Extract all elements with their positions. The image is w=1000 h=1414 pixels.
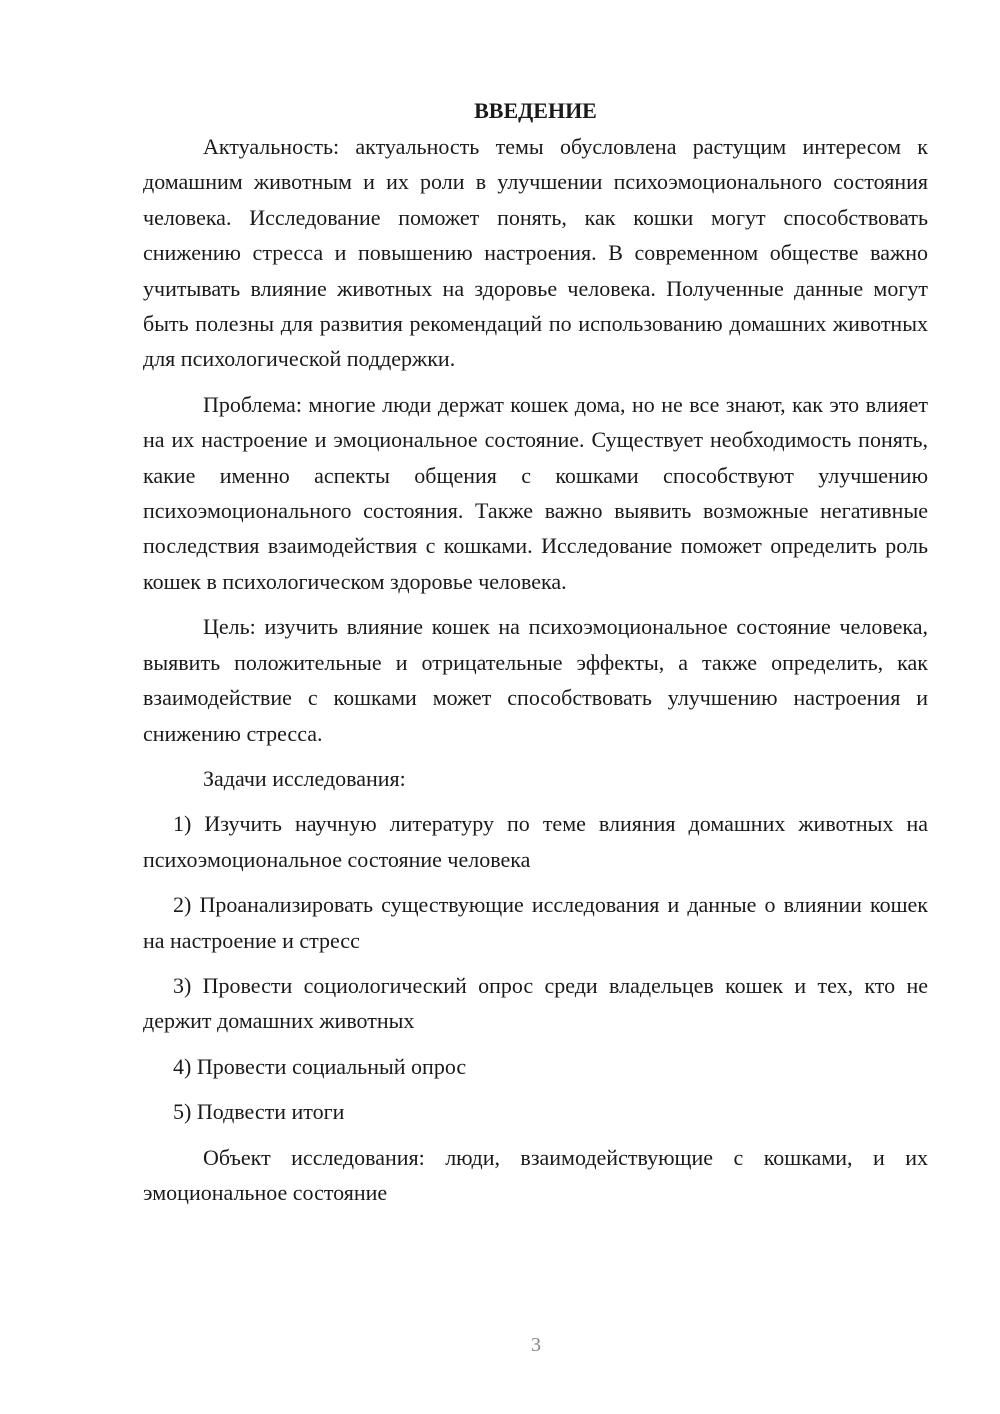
page-number: 3	[531, 1334, 541, 1356]
task-item: 5) Подвести итоги	[173, 1099, 345, 1125]
goal-paragraph: Цель: изучить влияние кошек на психоэмоциональное состояние человека, выявить положительные и отрицательные эффекты, а также определить, как взаимодействие с кошками может способствовать улучшению настроения и снижению стресса.	[143, 614, 928, 746]
task-item: 2) Проанализировать существующие исследования и данные о влиянии кошек на настроение и стресс	[143, 892, 928, 953]
task-item: 3) Провести социологический опрос среди владельцев кошек и тех, кто не держит домашних животных	[143, 972, 928, 1034]
task-item: 1) Изучить научную литературу по теме влияния домашних животных на психоэмоциональное состояние человека	[143, 811, 928, 872]
problem-paragraph: Проблема: многие люди держат кошек дома, но не все знают, как это влияет на их настроение и эмоциональное состояние. Существует необходимость понять, какие именно аспекты общения с кошками способствуют улучшению психоэмоционального состояния. Также важно выявить возможные негативные последствия взаимодействия с кошками. Исследование поможет определить роль кошек в психологическом здоровье человека.	[143, 391, 928, 594]
object-paragraph: Объект исследования: люди, взаимодействующие с кошками, и их эмоциональное состояние	[143, 1144, 928, 1205]
tasks-heading: Задачи исследования:	[203, 765, 406, 791]
page-title: ВВЕДЕНИЕ	[474, 98, 597, 123]
relevance-paragraph: Актуальность: актуальность темы обусловлена растущим интересом к домашним животным и их роли в улучшении психоэмоционального состояния человека. Исследование поможет понять, как кошки могут способствовать снижению стресса и повышению настроения. В современном обществе важно учитывать влияние животных на здоровье человека. Полученные данные могут быть полезны для развития рекомендаций по использованию домашних животных для психологической поддержки.	[143, 134, 928, 372]
page-content	[143, 95, 928, 1220]
task-item: 4) Провести социальный опрос	[173, 1053, 467, 1079]
